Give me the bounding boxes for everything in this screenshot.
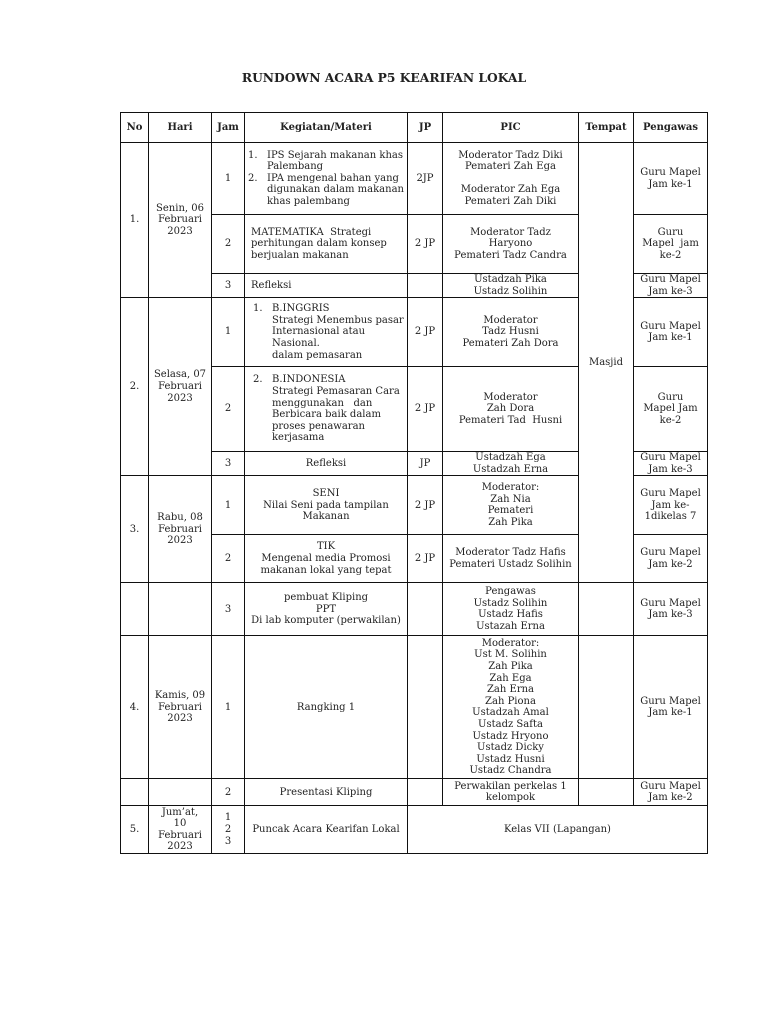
day-number [121, 779, 149, 806]
list-item [248, 150, 405, 173]
jp-cell: JP [408, 452, 443, 476]
jam-cell: 3 [212, 274, 245, 298]
pic-cell-line: Pemateri Zah Diki [464, 195, 557, 207]
kegiatan-cell [245, 367, 408, 452]
pengawas-cell [634, 274, 708, 298]
header-jam: Jam [212, 113, 245, 143]
jp-cell: 2 JP [408, 215, 443, 274]
day-date-line: 2023 [167, 713, 193, 725]
day-date-line: Rabu, 08 [157, 511, 203, 523]
day-date-line: Jum’at, [161, 806, 199, 818]
pengawas-cell-line: Jam ke-2 [648, 792, 693, 804]
day-date [149, 476, 212, 583]
pic-cell-line: Ustadz Dicky [477, 742, 544, 754]
jam-cell: 1 [212, 636, 245, 779]
day-number: 3. [121, 476, 149, 583]
pengawas-cell [634, 583, 708, 636]
pengawas-cell [634, 452, 708, 476]
kegiatan-cell-line: Di lab komputer (perwakilan) [251, 615, 401, 627]
pic-cell-line: Ustadzah Amal [472, 707, 549, 719]
day-date-line: Selasa, 07 [153, 369, 207, 381]
day-date [149, 779, 212, 806]
list-marker: 1. [248, 149, 258, 161]
day-date-line: 2023 [167, 225, 193, 237]
list-item-text [272, 303, 404, 361]
list-item-text-line: khas palembang [267, 195, 350, 207]
kegiatan-cell [245, 215, 408, 274]
pengawas-cell-line: Guru Mapel [640, 547, 701, 559]
jam-cell-line: 3 [224, 835, 232, 847]
day-date-line: Februari [158, 523, 202, 535]
pengawas-cell [634, 535, 708, 583]
pic-cell-line: Ust M. Solihin [474, 649, 547, 661]
kegiatan-cell [245, 535, 408, 583]
pic-cell-line: Ustadz Hryono [472, 730, 549, 742]
pengawas-cell-line: Jam ke-1 [648, 178, 693, 190]
jp-cell: 2 JP [408, 367, 443, 452]
day-date-line: 2023 [167, 841, 193, 853]
day-number: 4. [121, 636, 149, 779]
pic-cell-line: Ustadz Solihin [473, 285, 548, 297]
pengawas-cell-line: Jam ke-3 [648, 285, 693, 297]
jam-cell-line: 2 [224, 824, 232, 836]
list-item [253, 303, 405, 361]
list-item-text-line: IPS Sejarah makanan khas [267, 149, 403, 161]
header-hari: Hari [149, 113, 212, 143]
kegiatan-cell [245, 274, 408, 298]
jam-cell: 1 [212, 143, 245, 215]
day-date-line: Kamis, 09 [154, 689, 206, 701]
day-number: 1. [121, 143, 149, 298]
kegiatan-cell-line: Refleksi [305, 457, 347, 469]
kegiatan-cell-line: Refleksi [251, 279, 292, 291]
pengawas-cell-line: Guru Mapel [640, 597, 701, 609]
pengawas-cell [634, 298, 708, 367]
header-no: No [121, 113, 149, 143]
pic-cell [443, 274, 579, 298]
kegiatan-cell-line: MATEMATIKA Strategi [251, 226, 372, 238]
pic-cell-line: kelompok [485, 792, 536, 804]
pengawas-cell-line: Guru Mapel [640, 274, 701, 285]
pic-cell-line: Ustadz Hafis [478, 609, 543, 621]
pengawas-cell-line: Mapel jam [642, 238, 699, 250]
list-item-text-line: kerjasama [272, 432, 325, 444]
pic-cell-line: Pemateri Ustadz Solihin [449, 558, 572, 570]
jam-cell: 1 [212, 298, 245, 367]
pic-cell [443, 215, 579, 274]
table-row [121, 636, 708, 779]
pengawas-cell [634, 779, 708, 806]
day-number [121, 583, 149, 636]
header-kegiatan: Kegiatan/Materi [245, 113, 408, 143]
pic-cell-line: Ustadz Solihin [473, 597, 548, 609]
pic-cell [443, 298, 579, 367]
pengawas-cell-line: Mapel Jam [643, 403, 698, 415]
pic-cell [443, 143, 579, 215]
kegiatan-cell [245, 476, 408, 535]
kegiatan-cell-line: pembuat Kliping [283, 591, 369, 603]
table-row [121, 143, 708, 215]
day-date-line: 10 [173, 818, 187, 830]
pengawas-cell [634, 636, 708, 779]
jp-cell [408, 274, 443, 298]
list-marker: 1. [253, 303, 263, 315]
kegiatan-cell-line: berjualan makanan [251, 249, 349, 261]
pic-cell-line: Tadz Husni [482, 326, 539, 338]
list-item-text-line: dalam pemasaran [272, 349, 363, 361]
pic-cell-line: Pengawas [485, 586, 536, 598]
day-date-line: 2023 [167, 392, 193, 404]
list-marker: 2. [248, 172, 258, 184]
jam-cell-line: 1 [224, 812, 232, 824]
pengawas-cell-line: Jam ke-1 [648, 707, 693, 719]
header-tempat: Tempat [579, 113, 634, 143]
list-marker: 2. [253, 374, 263, 386]
kegiatan-cell-line: perhitungan dalam konsep [251, 238, 387, 250]
kegiatan-cell-line: makanan lokal yang tepat [260, 564, 392, 576]
pengawas-cell-line: Jam ke-3 [648, 463, 693, 475]
pengawas-cell-line: Jam ke-2 [648, 558, 693, 570]
pic-cell [443, 779, 579, 806]
list-item-text-line: Berbicara baik dalam [272, 409, 381, 421]
pengawas-cell [634, 215, 708, 274]
pengawas-cell-line: ke-2 [659, 249, 682, 261]
pic-cell-line: Moderator Tadz Hafis [455, 547, 566, 559]
pic-cell-line: Ustadzah Ega [475, 452, 546, 464]
day-date [149, 636, 212, 779]
list-item-text [272, 374, 400, 444]
kegiatan-cell-line: SENI [312, 487, 340, 499]
pic-cell-line: Ustadzah Pika [474, 274, 547, 285]
pengawas-cell-line: Guru [657, 391, 684, 403]
jam-cell: 3 [212, 583, 245, 636]
list-item [253, 374, 405, 444]
jam-cell: 3 [212, 452, 245, 476]
tempat-cell [579, 779, 634, 806]
pic-cell-line: Zah Nia [490, 493, 531, 505]
pengawas-cell-line: Guru [657, 226, 684, 238]
jam-cell: 1 [212, 476, 245, 535]
list-item-text-line: IPA mengenal bahan yang [267, 172, 399, 184]
pic-cell-line: Perwakilan perkelas 1 [454, 780, 567, 792]
pic-cell-line: Pemateri Zah Dora [462, 337, 559, 349]
list-item-text-line: B.INGGRIS [272, 303, 330, 315]
kegiatan-cell [245, 583, 408, 636]
day-date [149, 143, 212, 298]
day-date [149, 583, 212, 636]
pic-cell [443, 636, 579, 779]
day-date-line: Februari [158, 701, 202, 713]
page-title: RUNDOWN ACARA P5 KEARIFAN LOKAL [241, 70, 527, 85]
day-date-line: Februari [158, 214, 202, 226]
pengawas-cell-line: Guru Mapel [640, 166, 701, 178]
day-date-line: Februari [158, 380, 202, 392]
pic-cell-line: Ustadz Husni [476, 753, 545, 765]
pic-cell-line: Moderator: [481, 637, 540, 649]
pic-cell-line: Moderator Tadz Diki [458, 149, 563, 161]
jp-cell: 2 JP [408, 298, 443, 367]
kegiatan-cell [245, 636, 408, 779]
list-item-text-line: Strategi Pemasaran Cara [272, 386, 400, 397]
kegiatan-cell-line: Makanan [302, 511, 350, 523]
pic-cell-line: Ustazah Erna [476, 620, 545, 632]
pengawas-cell [634, 367, 708, 452]
pic-cell-line: Pemateri Tadz Candra [454, 249, 567, 261]
header-jp: JP [408, 113, 443, 143]
jp-cell: 2 JP [408, 535, 443, 583]
kegiatan-cell-line: Nilai Seni pada tampilan [263, 499, 389, 511]
list-item-text-line: Internasional atau [272, 326, 366, 338]
table-row [121, 806, 708, 854]
pic-cell-line: Ustadzah Erna [472, 463, 549, 475]
list-item-text-line: digunakan dalam makanan [267, 184, 404, 196]
list-item-text [267, 150, 403, 173]
pengawas-cell-line: Jam ke- [651, 499, 690, 511]
day-date-line: Senin, 06 [156, 202, 204, 214]
day-number: 5. [121, 806, 149, 854]
jam-cell: 2 [212, 779, 245, 806]
pic-cell-line: Moderator: [481, 482, 540, 494]
lokasi-cell: Kelas VII (Lapangan) [408, 806, 708, 854]
pic-cell-line: Pemateri Tad Husni [458, 414, 563, 426]
list-item-text-line: B.INDONESIA [272, 374, 346, 386]
list-item-text-line: proses penawaran [272, 420, 365, 432]
pic-cell-line: Ustadz Safta [478, 718, 543, 730]
kegiatan-cell-line: PPT [315, 603, 337, 615]
pengawas-cell-line: Guru Mapel [640, 695, 701, 707]
table-row [121, 583, 708, 636]
pic-cell-line: Moderator Zah Ega [460, 184, 561, 196]
pengawas-cell [634, 476, 708, 535]
header-pic: PIC [443, 113, 579, 143]
day-date [149, 806, 212, 854]
kegiatan-cell [245, 779, 408, 806]
pic-cell-line: Pemateri Zah Ega [465, 161, 556, 173]
list-item-text [267, 173, 404, 208]
tempat-cell: Masjid [579, 143, 634, 583]
day-date-line: Februari [158, 829, 202, 841]
day-date-line: 2023 [167, 535, 193, 547]
list-item [248, 173, 405, 208]
kegiatan-cell [245, 806, 408, 854]
kegiatan-cell [245, 452, 408, 476]
pic-cell-line: Zah Ega [489, 672, 532, 684]
rundown-table [120, 112, 708, 854]
kegiatan-cell-line: Mengenal media Promosi [261, 553, 391, 565]
pengawas-cell-line: Guru Mapel [640, 452, 701, 464]
kegiatan-cell-line: TIK [316, 541, 336, 553]
jam-cell: 2 [212, 215, 245, 274]
day-number: 2. [121, 298, 149, 476]
kegiatan-cell-line: Rangking 1 [296, 701, 356, 713]
pic-cell-line: Zah Piona [485, 695, 536, 707]
pengawas-cell-line: 1dikelas 7 [644, 511, 697, 523]
list-item-text-line: Nasional. [272, 337, 320, 349]
pengawas-cell-line: Jam ke-3 [648, 609, 693, 621]
pic-cell-line: Zah Erna [486, 684, 534, 696]
tempat-cell [579, 583, 634, 636]
table-row [121, 779, 708, 806]
list-item-text-line: menggunakan dan [272, 397, 373, 409]
pic-cell [443, 452, 579, 476]
pic-cell-line: Pemateri [487, 505, 534, 517]
pengawas-cell-line: Guru Mapel [640, 487, 701, 499]
jam-cell: 2 [212, 367, 245, 452]
pengawas-cell [634, 143, 708, 215]
kegiatan-cell-line: Presentasi Kliping [279, 786, 373, 798]
jp-cell: 2JP [408, 143, 443, 215]
tempat-cell [579, 636, 634, 779]
list-item-text-line: Strategi Menembus pasar [272, 314, 404, 326]
pic-cell [443, 476, 579, 535]
jam-cell [212, 806, 245, 854]
pengawas-cell-line: Guru Mapel [640, 780, 701, 792]
pic-cell-line: Haryono [488, 238, 533, 250]
pic-cell-line: Moderator [483, 391, 538, 403]
list-item-text-line: Palembang [267, 161, 324, 173]
kegiatan-cell [245, 143, 408, 215]
pic-cell-line: Ustadz Chandra [469, 765, 552, 777]
pic-cell [443, 535, 579, 583]
jp-cell [408, 583, 443, 636]
pengawas-cell-line: Jam ke-1 [648, 332, 693, 344]
jam-cell: 2 [212, 535, 245, 583]
pengawas-cell-line: ke-2 [659, 414, 682, 426]
pic-cell-line: Zah Dora [486, 403, 535, 415]
header-pengawas: Pengawas [634, 113, 708, 143]
kegiatan-cell-line: Puncak Acara Kearifan Lokal [252, 824, 400, 836]
pic-cell-line: Moderator [483, 314, 538, 326]
pic-cell-line: Zah Pika [488, 516, 533, 528]
pic-cell [443, 583, 579, 636]
day-date [149, 298, 212, 476]
jp-cell [408, 779, 443, 806]
header-row [121, 113, 708, 143]
pic-cell-line: Moderator Tadz [470, 226, 551, 238]
pic-cell [443, 367, 579, 452]
pic-cell-line: Zah Pika [488, 661, 533, 672]
kegiatan-cell [245, 298, 408, 367]
jp-cell [408, 636, 443, 779]
jp-cell: 2 JP [408, 476, 443, 535]
pengawas-cell-line: Guru Mapel [640, 320, 701, 332]
